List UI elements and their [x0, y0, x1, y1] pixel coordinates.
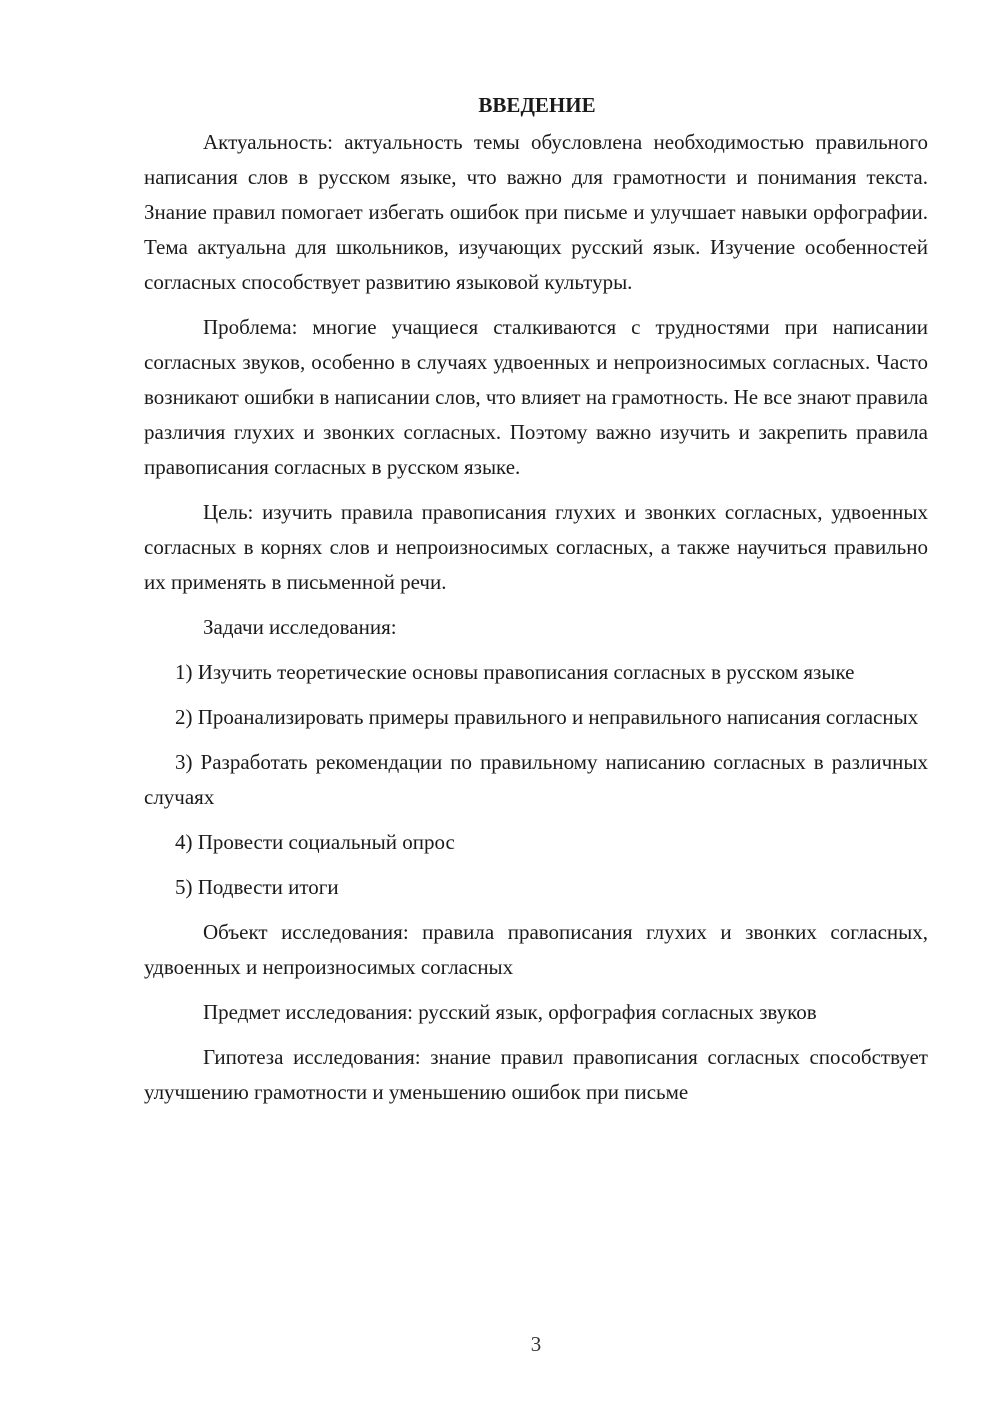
page-heading: ВВЕДЕНИЕ [478, 93, 596, 117]
hypothesis-paragraph: Гипотеза исследования: знание правил правописания согласных способствует улучшению грамотности и уменьшению ошибок при письме [144, 1045, 928, 1104]
task-item-2: 2) Проанализировать примеры правильного и неправильного написания согласных [175, 705, 919, 729]
task-item-1: 1) Изучить теоретические основы правописания согласных в русском языке [175, 660, 855, 684]
relevance-paragraph: Актуальность: актуальность темы обусловлена необходимостью правильного написания слов в русском языке, что важно для грамотности и понимания текста. Знание правил помогает избегать ошибок при письме и улучшает навыки орфографии. Тема актуальна для школьников, изучающих русский язык. Изучение особенностей согласных способствует развитию языковой культуры. [144, 130, 928, 294]
page-number: 3 [530, 1332, 542, 1356]
task-item-3: 3) Разработать рекомендации по правильному написанию согласных в различных случаях [144, 750, 928, 809]
goal-paragraph: Цель: изучить правила правописания глухих и звонких согласных, удвоенных согласных в корнях слов и непроизносимых согласных, а также научиться правильно их применять в письменной речи. [144, 500, 928, 594]
task-item-5: 5) Подвести итоги [175, 875, 339, 899]
document-page [144, 88, 928, 1120]
tasks-title: Задачи исследования: [203, 615, 397, 639]
object-paragraph: Объект исследования: правила правописания глухих и звонких согласных, удвоенных и непроизносимых согласных [144, 920, 928, 979]
task-item-4: 4) Провести социальный опрос [175, 830, 455, 854]
problem-paragraph: Проблема: многие учащиеся сталкиваются с трудностями при написании согласных звуков, особенно в случаях удвоенных и непроизносимых согласных. Часто возникают ошибки в написании слов, что влияет на грамотность. Не все знают правила различия глухих и звонких согласных. Поэтому важно изучить и закрепить правила правописания согласных в русском языке. [144, 315, 929, 479]
subject-paragraph: Предмет исследования: русский язык, орфография согласных звуков [203, 1000, 817, 1024]
